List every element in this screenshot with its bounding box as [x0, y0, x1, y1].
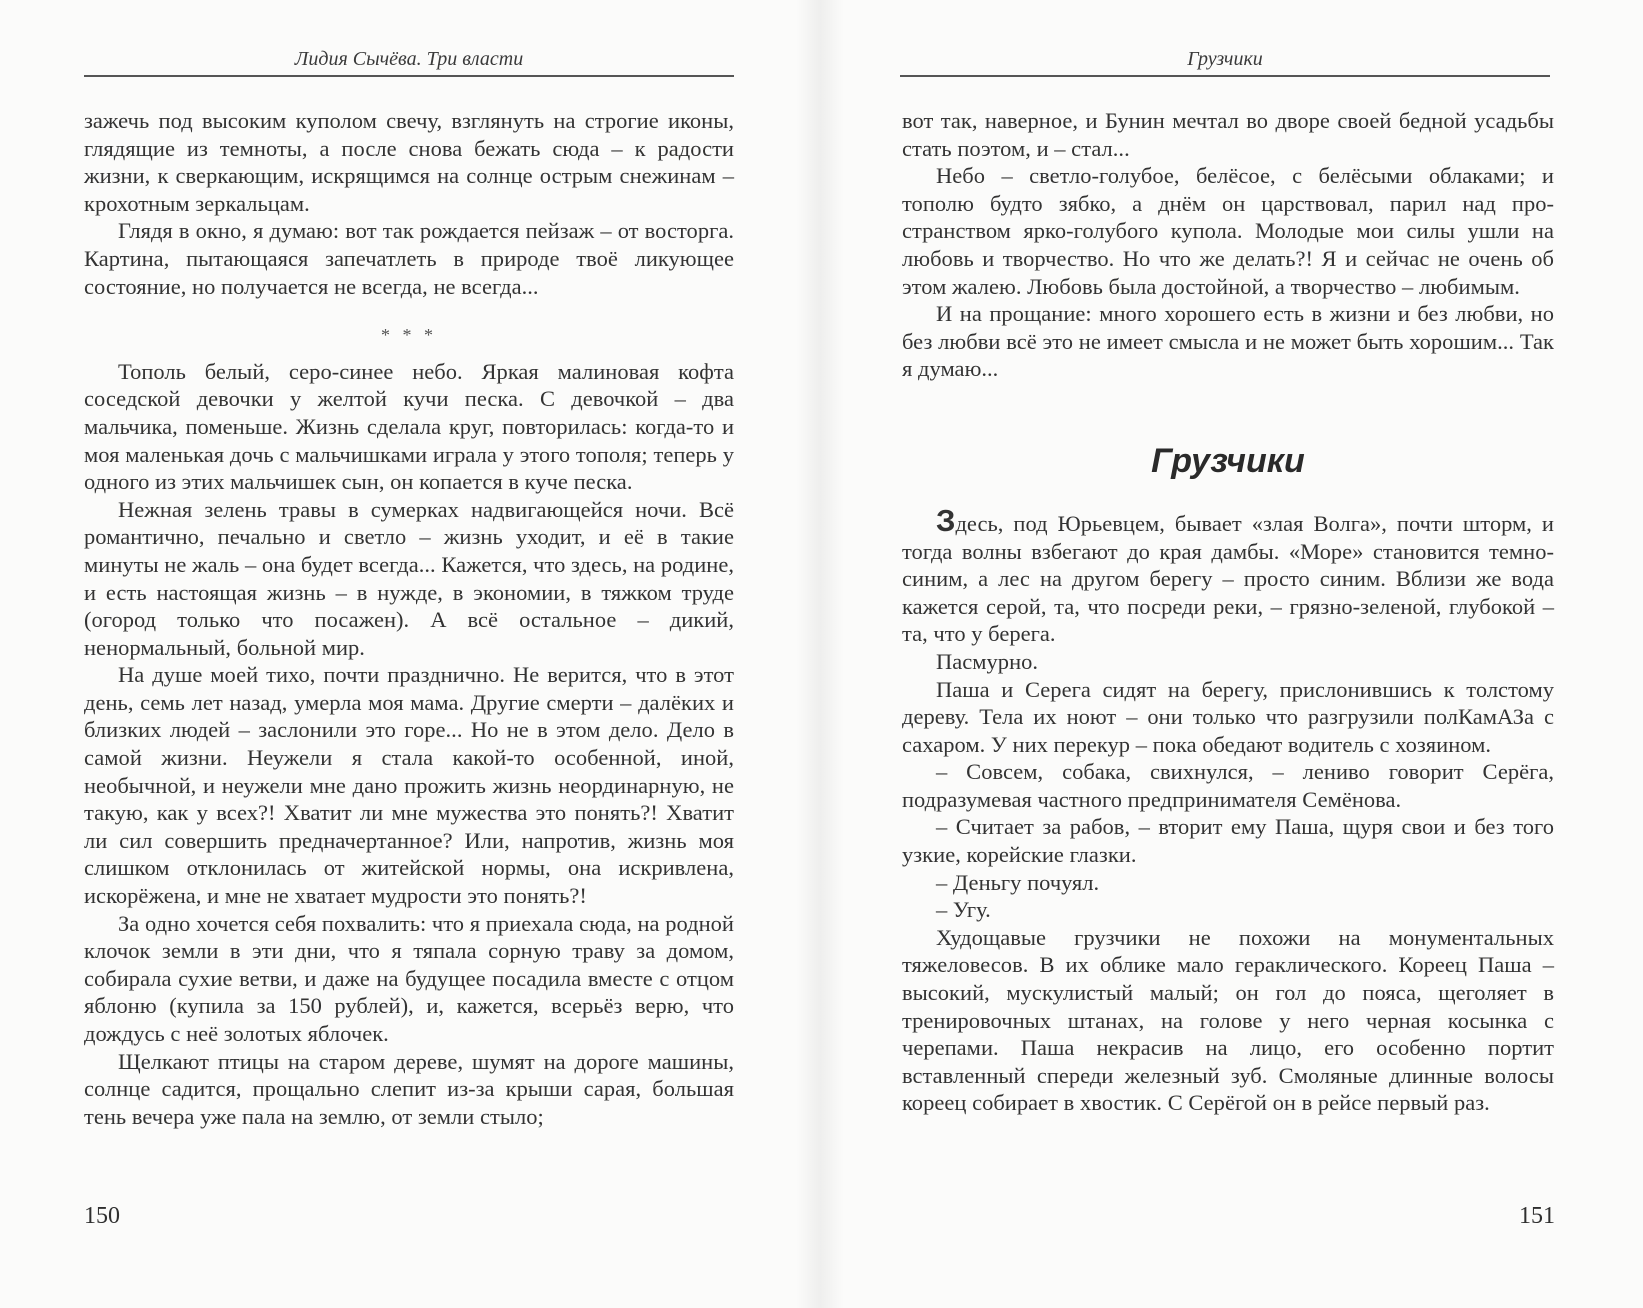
chapter-title: Грузчики — [1151, 441, 1305, 480]
paragraph: Глядя в окно, я думаю: вот так рождается пейзаж – от восторга. Картина, пытающаяся запечатлеть в природе твоё ликующее состояние, но получается не всегда, не всегда... — [84, 218, 734, 299]
drop-letter: З — [936, 502, 956, 538]
dialogue-line: – Деньгу почуял. — [936, 869, 1100, 895]
dialogue-line: – Угу. — [936, 897, 991, 923]
section-separator: * * * — [381, 325, 437, 346]
right-running-head: Грузчики — [900, 48, 1550, 77]
dialogue-line: – Совсем, собака, свихнулся, – лениво говорит Серёга, подразумевая частного предпринимателя Семёнова. — [902, 759, 1554, 812]
left-page-number: 150 — [84, 1203, 120, 1229]
right-text-column — [902, 107, 1554, 1117]
right-page — [820, 0, 1643, 1308]
left-page — [0, 0, 820, 1308]
left-text-column — [84, 107, 734, 1130]
paragraph: За одно хочется себя похвалить: что я приехала сюда, на родной клочок земли в эти дни, что я тяпала сорную траву за домом, собирала сухие ветви, и даже на будущее посадила вместе с отцом яблоню (купила за 150 рублей), и, кажется, всерьёз верю, что дождусь с неё золотых яблочек. — [84, 910, 734, 1046]
paragraph: На душе моей тихо, почти празднично. Не верится, что в этот день, семь лет назад, умерла моя мама. Другие смерти – далёких и близких людей – заслонили это горе... Но не в этом дело. Дело в самой жизни. Неужели я стала какой-то особенной, иной, необычной, и неужели мне дано прожить жизнь неординарную, не такую, как у всех?! Хватит ли мне мужества это понять?! Хватит ли сил совершить предначертанное? Или, напротив, жизнь моя слишком отклонилась от житейской нормы, она искривлена, искорёжена, и мне не хватает мудрости это понять?! — [84, 662, 734, 909]
paragraph: И на прощание: много хорошего есть в жизни и без любви, но без любви всё это не имеет смысла и не может быть хорошим... Так я думаю... — [902, 301, 1554, 382]
paragraph: Пасмурно. — [936, 648, 1039, 674]
chapter-first-paragraph-text: десь, под Юрьевцем, бывает «злая Волга», почти шторм, и тогда волны взбегают до края дамбы. «Море» становится темно-синим, а лес на другом берегу – просто синим. Вблизи же вода кажется серой, та, что посреди реки, – грязно-зеленой, глубокой – та, что у берега. — [902, 510, 1554, 647]
paragraph: Худощавые грузчики не похожи на монументальных тяжеловесов. В их облике мало геракличеcкого. Кореец Паша – высокий, мускулистый малый; он гол до пояса, щеголяет в тренировочных штанах, на голове у него черная косынка с черепами. Паша некрасив на лицо, его особенно портит вставленный спереди железный зуб. Смоляные длинные волосы кореец собирает в хвостик. С Серёгой он в рейсе первый раз. — [902, 924, 1554, 1116]
paragraph: Нежная зелень травы в сумерках надвигающейся ночи. Всё романтично, печально и светло – жизнь уходит, и её в такие минуты не жаль – она будет всегда... Кажется, что здесь, на родине, и есть настоящая жизнь – в нужде, в экономии, в тяжком труде (огород только что посажен). А всё остальное – дикий, ненормальный, больной мир. — [84, 496, 734, 660]
paragraph: Тополь белый, серо-синее небо. Яркая малиновая кофта соседской девочки у желтой кучи песка. С девочкой – два мальчика, поменьше. Жизнь сделала круг, повторилась: когда-то и моя маленькая дочь с мальчишками играла у этого тополя; теперь у одного из этих мальчишек сын, он копается в куче песка. — [84, 358, 734, 495]
paragraph: вот так, наверное, и Бунин мечтал во дворе своей бедной усадьбы стать поэтом, и – стал... — [902, 108, 1554, 161]
paragraph: Щелкают птицы на старом дереве, шумят на дороге машины, солнце садится, прощально слепит из-за крыши сарая, большая тень вечера уже пала на землю, от земли стыло; — [84, 1048, 734, 1129]
paragraph: Небо – светло-голубое, белёсое, с белёсыми облаками; и тополю будто зябко, а днём он царствовал, парил над пространством ярко-голубого купола. Молодые мои силы ушли на любовь и творчество. Но что же делать?! Я и сейчас не очень об этом жалею. Любовь была достойной, а творчество – любимым. — [902, 163, 1554, 299]
left-running-head: Лидия Сычёва. Три власти — [84, 48, 734, 77]
right-page-number: 151 — [1519, 1203, 1555, 1229]
chapter-first-paragraph — [902, 502, 1554, 648]
paragraph: Паша и Серега сидят на берегу, прислонившись к толстому дереву. Тела их ноют – они только что разгрузили полКамАЗа с сахаром. У них перекур – пока обедают водитель с хозяином. — [902, 676, 1554, 757]
dialogue-line: – Считает за рабов, – вторит ему Паша, щуря свои и без того узкие, корейские глазки. — [902, 814, 1554, 868]
paragraph: зажечь под высоким куполом свечу, взглянуть на строгие иконы, глядящие из темноты, а после снова бежать сюда – к радости жизни, к сверкающим, искрящимся на солнце острым снежинам – крохотным зеркальцам. — [84, 108, 734, 216]
